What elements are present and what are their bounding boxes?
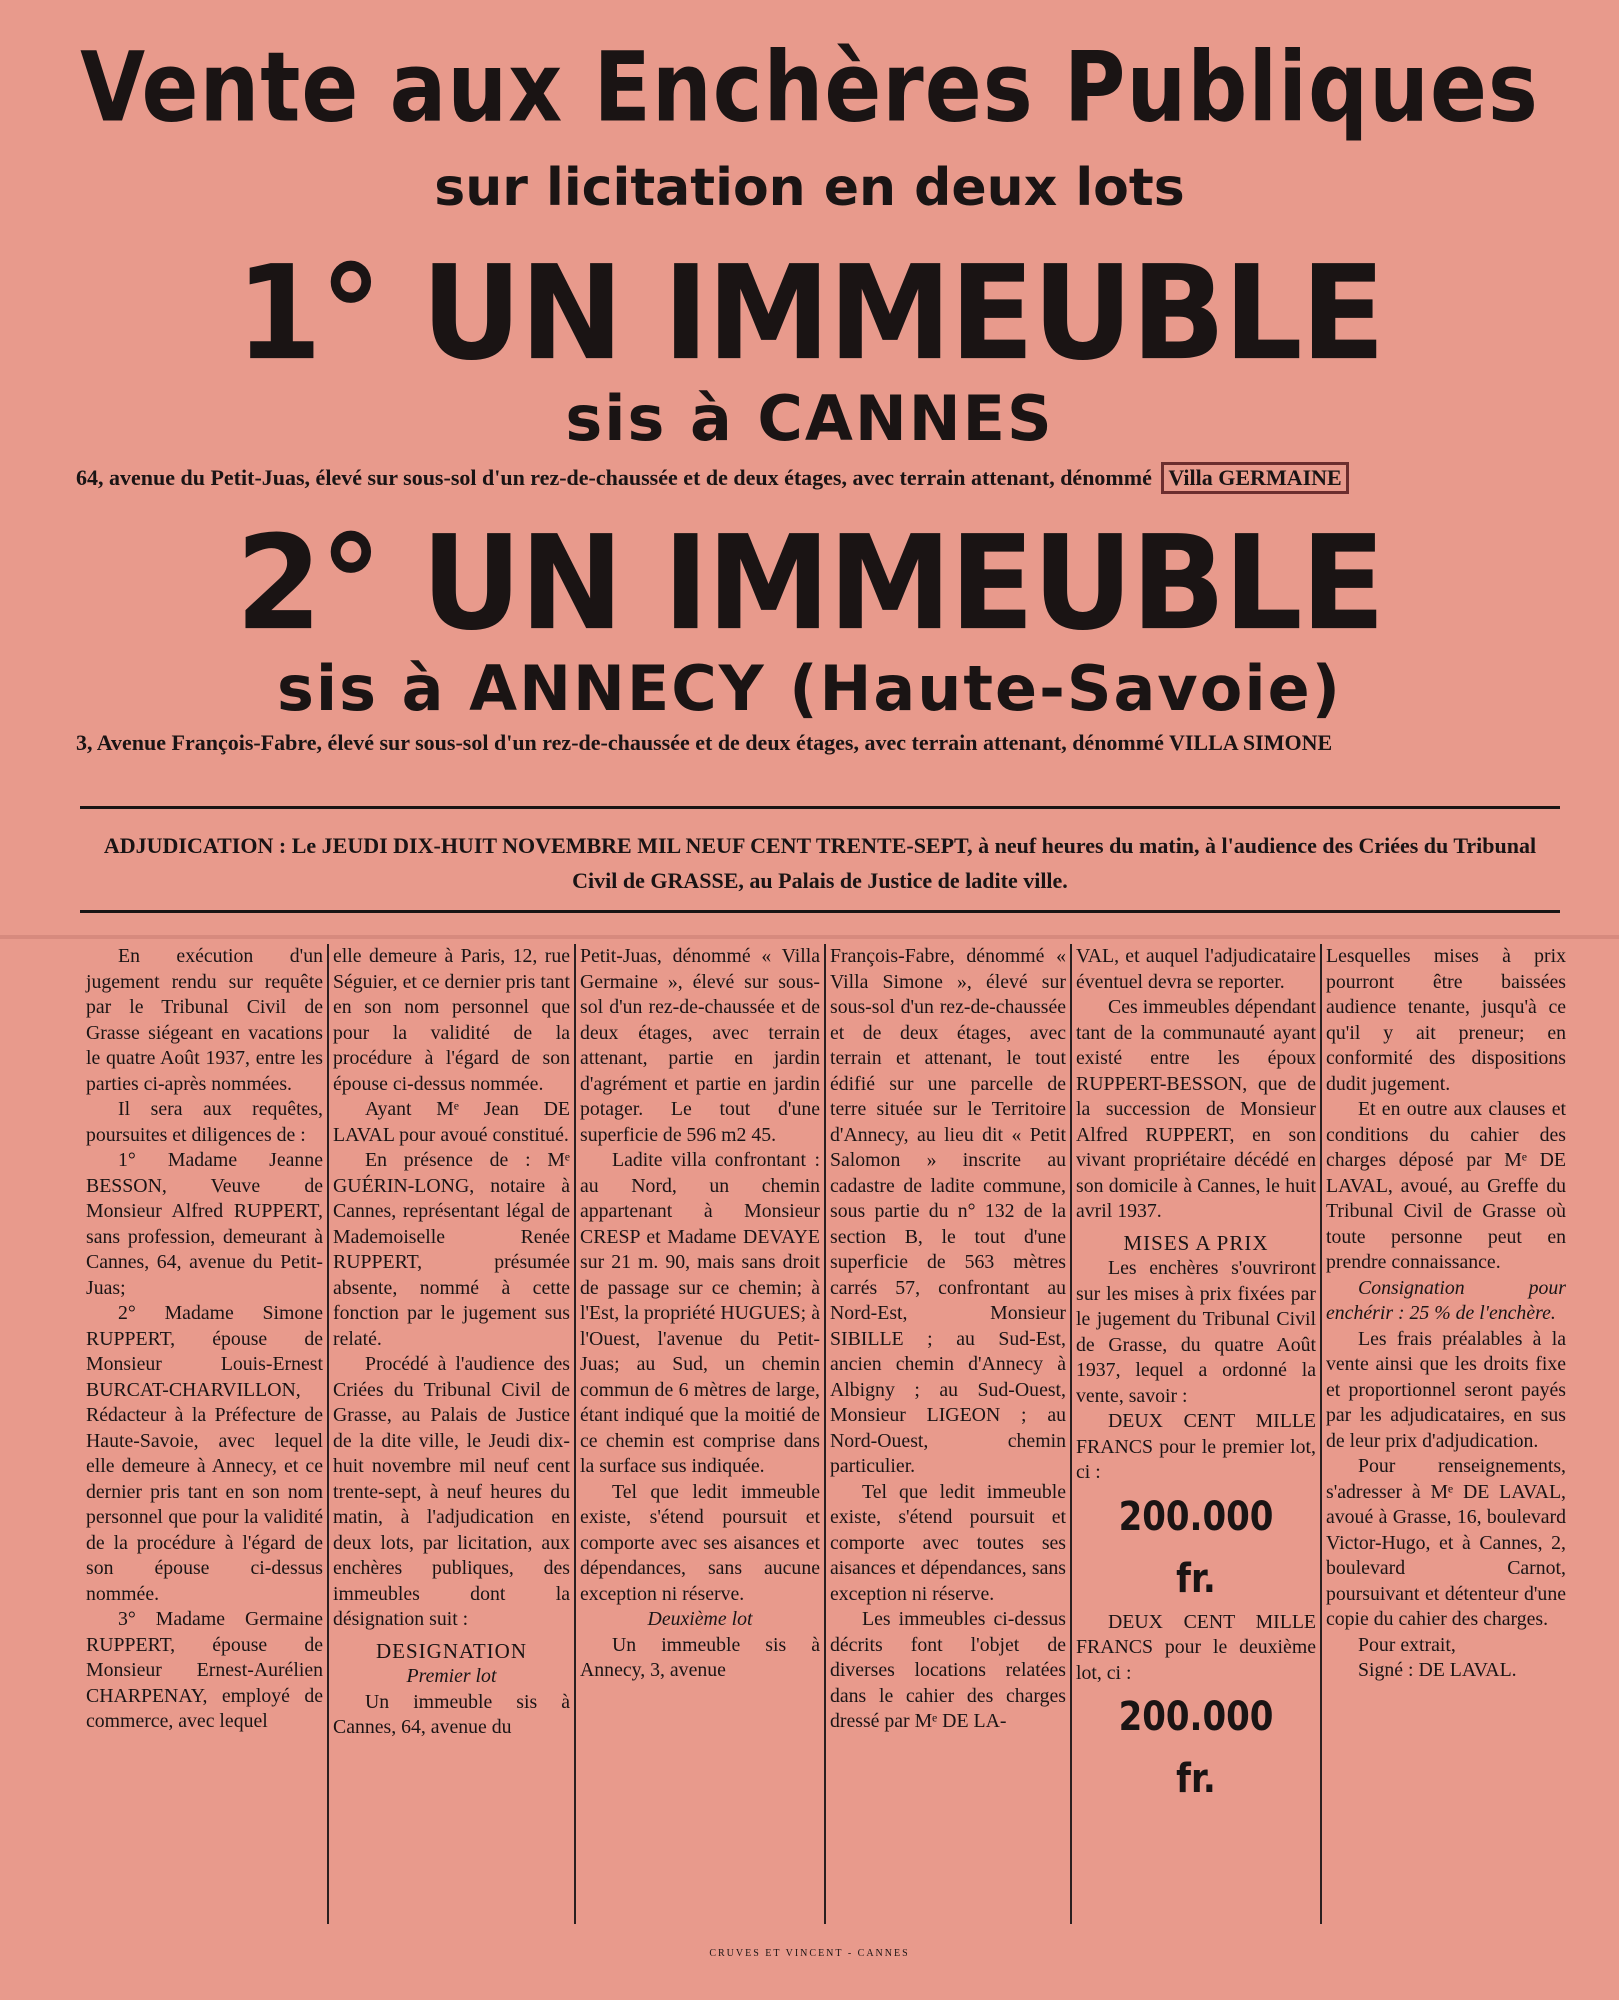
paragraph: Les frais préalables à la vente ainsi que les droits fixe et proportionnel seront payés par les adjudicataires, en sus de leur prix d'adjudication. xyxy=(1326,1327,1566,1452)
price-lot-2: 200.000 fr. xyxy=(1118,1694,1274,1802)
lot2-location: sis à ANNECY (Haute-Savoie) xyxy=(277,652,1342,725)
paragraph: VAL, et auquel l'adjudicataire éventuel devra se reporter. xyxy=(1076,945,1316,993)
lot2-heading: 2° UN IMMEUBLE xyxy=(235,508,1384,660)
paragraph: Lesquelles mises à prix pourront être baissées audience tenante, jusqu'à ce qu'il y ait preneur; en conformité des dispositions dudit jugement. xyxy=(1326,945,1566,1095)
paragraph: DEUX CENT MILLE FRANCS pour le premier lot, ci : xyxy=(1076,1410,1316,1483)
lot2-address: 3, Avenue François-Fabre, élevé sur sous-sol d'un rez-de-chaussée et de deux étages, avec terrain attenant, dénommé xyxy=(76,730,1164,755)
lot2-villa-name: VILLA SIMONE xyxy=(1168,730,1333,755)
subheading-first-lot: Premier lot xyxy=(406,1665,497,1687)
paragraph: Tel que ledit immeuble existe, s'étend poursuit et comporte avec ses aisances et dépendances, sans aucune exception ni réserve. xyxy=(580,1480,820,1605)
paragraph: Consignation pour enchérir : 25 % de l'enchère. xyxy=(1326,1276,1566,1324)
paragraph: 1° Madame Jeanne BESSON, Veuve de Monsieur Alfred RUPPERT, sans profession, demeurant à Cannes, 64, avenue du Petit-Juas; xyxy=(86,1149,323,1299)
poster-subtitle: sur licitation en deux lots xyxy=(434,158,1185,218)
column-4 xyxy=(824,944,1070,1924)
paragraph: Ladite villa confrontant : au Nord, un chemin appartenant à Monsieur CRESP et Madame DEVAYE sur 21 m. 90, mais sans droit de passage sur ce chemin; à l'Est, la propriété HUGUES; à l'Ouest, l'avenue du Petit-Juas; au Sud, un chemin commun de 6 mètres de large, étant indiqué que la moitié de ce chemin est comprise dans la surface sus indiquée. xyxy=(580,1149,820,1477)
section-heading-designation: DESIGNATION xyxy=(376,1638,527,1663)
paragraph: DEUX CENT MILLE FRANCS pour le deuxième lot, ci : xyxy=(1076,1610,1316,1684)
poster-title: Vente aux Enchères Publiques xyxy=(80,30,1539,144)
adjudication-text: Le JEUDI DIX-HUIT NOVEMBRE MIL NEUF CENT TRENTE-SEPT, à neuf heures du matin, à l'audience des Criées du Tribunal Civil de GRASSE, au Palais de Justice de ladite ville. xyxy=(291,833,1537,893)
text-columns xyxy=(82,944,1582,1924)
subheading-second-lot: Deuxième lot xyxy=(647,1608,753,1630)
extract-line: Pour extrait, xyxy=(1358,1633,1456,1656)
lot1-address: 64, avenue du Petit-Juas, élevé sur sous-sol d'un rez-de-chaussée et de deux étages, avec terrain attenant, dénommé xyxy=(76,465,1152,490)
paragraph: Tel que ledit immeuble existe, s'étend poursuit et comporte avec toutes ses aisances et dépendances, sans exception ni réserve. xyxy=(830,1480,1066,1605)
paragraph: Ces immeubles dépendant tant de la communauté ayant existé entre les époux RUPPERT-BESSON, que de la succession de Monsieur Alfred RUPPERT, en son vivant propriétaire décédé en son domicile à Cannes, le huit avril 1937. xyxy=(1076,996,1316,1222)
lot1-address-line xyxy=(76,462,1566,494)
lot2-address-line xyxy=(76,730,1566,756)
column-1 xyxy=(82,944,327,1924)
lot1-location: sis à CANNES xyxy=(565,382,1054,455)
paragraph: Les enchères s'ouvriront sur les mises à prix fixées par le jugement du Tribunal Civil de Grasse, du quatre Août 1937, lequel a ordonné la vente, savoir : xyxy=(1076,1257,1316,1407)
paragraph: 3° Madame Germaine RUPPERT, épouse de Monsieur Ernest-Aurélien CHARPENAY, employé de commerce, avec lequel xyxy=(86,1608,323,1732)
paragraph: Et en outre aux clauses et conditions du cahier des charges déposé par Mᵉ DE LAVAL, avoué, au Greffe du Tribunal Civil de Grasse où toute personne peut en prendre connaissance. xyxy=(1326,1098,1566,1273)
signature-line: Signé : DE LAVAL. xyxy=(1358,1659,1517,1681)
lot1-heading: 1° UN IMMEUBLE xyxy=(235,238,1384,390)
paragraph: elle demeure à Paris, 12, rue Séguier, et ce dernier pris tant en son nom personnel que pour la validité de la procédure à l'égard de son épouse ci-dessus nommée. xyxy=(333,945,570,1095)
divider-bottom xyxy=(80,910,1560,913)
adjudication-notice xyxy=(80,828,1560,898)
paragraph: Procédé à l'audience des Criées du Tribunal Civil de Grasse, au Palais de Justice de la dite ville, le Jeudi dix-huit novembre mil neuf cent trente-sept, à neuf heures du matin, à l'adjudication en deux lots, par licitation, aux enchères publiques, des immeubles dont la désignation suit : xyxy=(333,1353,570,1630)
paragraph: Les immeubles ci-dessus décrits font l'objet de diverses locations relatées dans le cahier des charges dressé par Mᵉ DE LA- xyxy=(830,1608,1066,1732)
paragraph: 2° Madame Simone RUPPERT, épouse de Monsieur Louis-Ernest BURCAT-CHARVILLON, Rédacteur à la Préfecture de Haute-Savoie, avec lequel elle demeure à Annecy, et ce dernier pris tant en son nom personnel que pour la validité de la procédure à l'égard de son épouse ci-dessus nommée. xyxy=(86,1302,323,1605)
column-6 xyxy=(1320,944,1570,1924)
paragraph: François-Fabre, dénommé « Villa Simone », élevé sur sous-sol d'un rez-de-chaussée et de deux étages, avec terrain et attenant, le tout édifié sur une parcelle de terre située sur le Territoire d'Annecy, au lieu dit « Petit Salomon » inscrite au cadastre de ladite commune, sous partie du n° 132 de la section B, le tout d'une superficie de 563 mètres carrés 57, confrontant au Nord-Est, Monsieur SIBILLE ; au Sud-Est, ancien chemin d'Annecy à Albigny ; au Sud-Ouest, Monsieur LIGEON ; au Nord-Ouest, chemin particulier. xyxy=(830,945,1066,1477)
paragraph: Petit-Juas, dénommé « Villa Germaine », élevé sur sous-sol d'un rez-de-chaussée et de deux étages, avec terrain attenant, partie en jardin d'agrément et partie en jardin potager. Le tout d'une superficie de 596 m2 45. xyxy=(580,945,820,1146)
printer-imprint: CRUVES ET VINCENT - CANNES xyxy=(709,1948,910,1959)
price-lot-1: 200.000 fr. xyxy=(1118,1493,1274,1602)
paper-fold xyxy=(0,935,1619,939)
column-3 xyxy=(574,944,824,1924)
lot1-villa-name: Villa GERMAINE xyxy=(1161,462,1348,494)
divider-top xyxy=(80,806,1560,809)
paragraph: En exécution d'un jugement rendu sur requête par le Tribunal Civil de Grasse siégeant en vacations le quatre Août 1937, entre les parties ci-après nommées. xyxy=(86,945,323,1095)
paragraph: Il sera aux requêtes, poursuites et diligences de : xyxy=(86,1098,323,1146)
section-heading-mises-a-prix: MISES A PRIX xyxy=(1123,1230,1269,1255)
paragraph: En présence de : Mᵉ GUÉRIN-LONG, notaire à Cannes, représentant légal de Mademoiselle Renée RUPPERT, présumée absente, nommé à cette fonction par le jugement sus relaté. xyxy=(333,1149,570,1350)
paragraph: Ayant Mᵉ Jean DE LAVAL pour avoué constitué. xyxy=(333,1098,570,1146)
column-2 xyxy=(327,944,574,1924)
adjudication-label: ADJUDICATION : xyxy=(103,833,287,858)
column-5 xyxy=(1070,944,1320,1924)
paragraph: Un immeuble sis à Annecy, 3, avenue xyxy=(580,1633,820,1681)
paragraph: Pour renseignements, s'adresser à Mᵉ DE LAVAL, avoué à Grasse, 16, boulevard Victor-Hugo, et à Cannes, 2, boulevard Carnot, poursuivant et détenteur d'une copie du cahier des charges. xyxy=(1326,1455,1566,1630)
paragraph: Un immeuble sis à Cannes, 64, avenue du xyxy=(333,1690,570,1738)
